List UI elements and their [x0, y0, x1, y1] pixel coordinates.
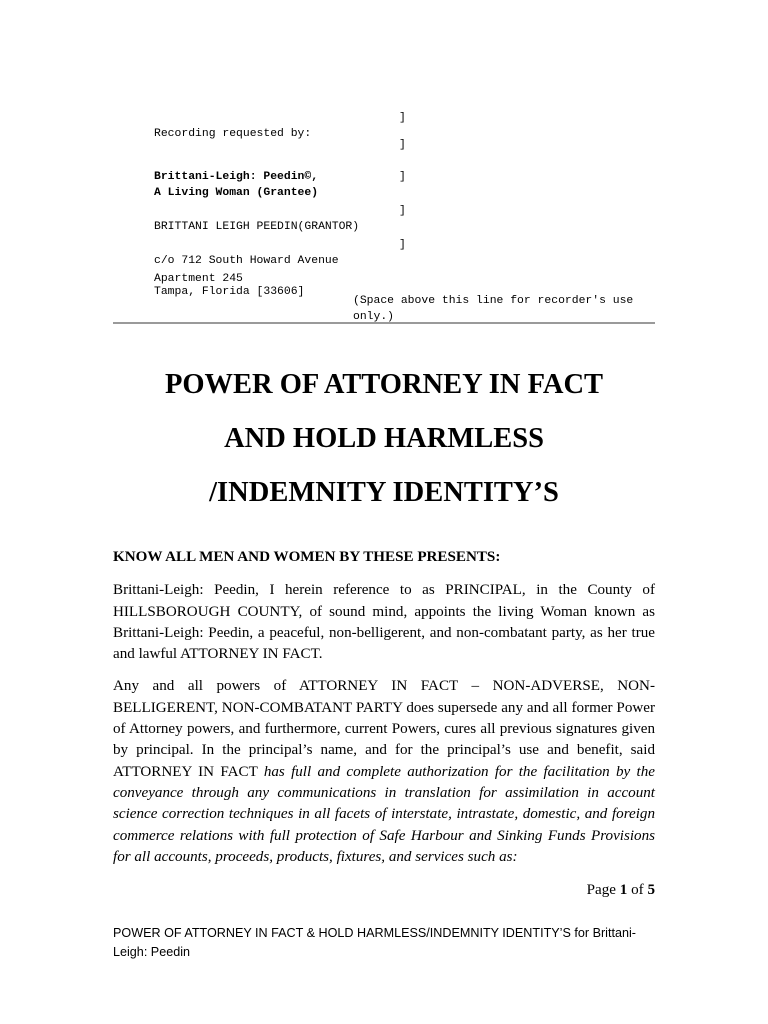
grantee-description: A Living Woman (Grantee): [154, 187, 319, 199]
title-line-2: AND HOLD HARMLESS: [224, 423, 544, 454]
paragraph-1: Brittani-Leigh: Peedin, I herein reference to as PRINCIPAL, in the County of HILLSBOROUGH COUNTY, of sound mind, appoints the living Woman known as Brittani-Leigh: Peedin, a peaceful, non-belligerent, and non-combatant party, as her true and lawful ATTORNEY IN FACT.: [113, 582, 655, 663]
paragraph-2-plain: Any and all powers of ATTORNEY IN FACT – NON-ADVERSE, NON-BELLIGERENT, NON-COMBATANT PARTY does supersede any and all former Power of Attorney powers, and furthermore, current Powers, cures all previous signatures given by principal. In the principal’s name, and for the principal’s use and benefit, said ATTORNEY IN FACT: [113, 678, 655, 780]
total-pages: 5: [647, 882, 655, 898]
recording-requested-row: [113, 110, 658, 140]
grantor-name: BRITTANI LEIGH PEEDIN(GRANTOR): [154, 221, 360, 233]
page-footer: POWER OF ATTORNEY IN FACT & HOLD HARMLESS/INDEMNITY IDENTITY’S for Brittani-Leigh: Peedin: [113, 926, 636, 959]
address-line-2: Apartment 245: [154, 273, 243, 285]
document-title: [113, 358, 655, 520]
grantee-line-1: [113, 153, 658, 183]
grantee-name: Brittani-Leigh: Peedin©,: [154, 171, 319, 183]
address-line-1: c/o 712 South Howard Avenue: [154, 255, 339, 267]
bracket: ]: [399, 171, 406, 183]
bracket: ]: [399, 239, 406, 251]
recording-requested-label: Recording requested by:: [154, 128, 312, 140]
page-number: [587, 880, 655, 900]
bracket: ]: [399, 205, 406, 217]
paragraph-2: [113, 676, 655, 868]
current-page: 1: [619, 882, 628, 898]
recording-header: [113, 110, 658, 323]
title-line-1: POWER OF ATTORNEY IN FACT: [164, 369, 604, 400]
address-row-1: [113, 237, 658, 267]
document-body: [113, 547, 655, 879]
recorder-note: (Space above this line for recorder's use only.): [353, 295, 634, 323]
grantee-row: [113, 169, 658, 199]
bracket-row: [113, 137, 658, 153]
title-line-3: /INDEMNITY IDENTITY’S: [209, 477, 559, 508]
page-of: of: [627, 882, 648, 898]
body-heading: KNOW ALL MEN AND WOMEN BY THESE PRESENTS:: [113, 549, 501, 565]
page-label: Page: [586, 882, 620, 898]
bracket: ]: [399, 139, 406, 151]
address-row-3: [113, 268, 658, 298]
recorder-divider: [113, 322, 655, 324]
address-line-3: Tampa, Florida [33606]: [154, 286, 305, 298]
grantor-row: [113, 203, 658, 233]
paragraph-2-italic: has full and complete authorization for the facilitation by the conveyance through any communications in translation for assimilation in account science correction techniques in all facets of interstate, intrastate, domestic, and foreign commerce relations with full protection of Safe Harbour and Sinking Funds Provisions for all accounts, proceeds, products, fixtures, and services such as:: [113, 763, 655, 865]
bracket: ]: [399, 112, 406, 124]
